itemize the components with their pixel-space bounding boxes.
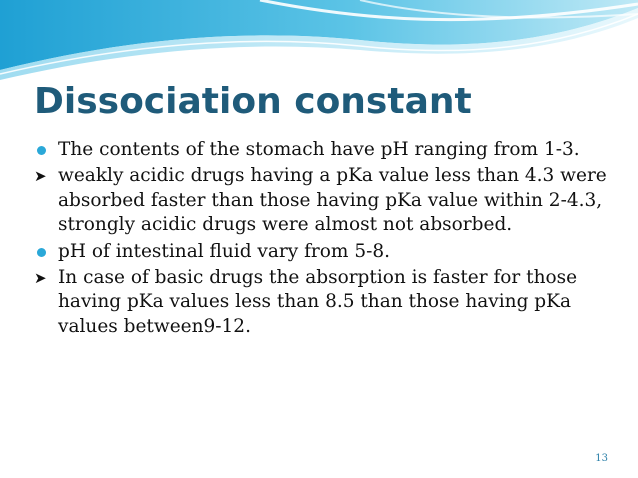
bullet-item (36, 164, 616, 237)
bullet-dot-icon (36, 240, 56, 264)
bullet-item (36, 266, 616, 339)
bullet-text: pH of intestinal fluid vary from 5-8. (58, 240, 390, 262)
page-number: 13 (595, 453, 608, 464)
bullet-dot-icon (36, 138, 56, 162)
slide-title: Dissociation constant (34, 81, 472, 122)
arrow-bullet-icon: ➤ (34, 167, 47, 186)
bullet-item (36, 240, 616, 264)
arrow-bullet-icon: ➤ (34, 269, 47, 288)
bullet-list (36, 138, 616, 341)
bullet-text: weakly acidic drugs having a pKa value less than 4.3 were absorbed faster than those having pKa value within 2-4.3, strongly acidic drugs were almost not absorbed. (58, 165, 607, 236)
bullet-item (36, 138, 616, 162)
bullet-text: In case of basic drugs the absorption is faster for those having pKa values less than 8.5 than those having pKa values between9-12. (58, 267, 578, 337)
header-wave-decoration (0, 0, 638, 84)
bullet-text: The contents of the stomach have pH ranging from 1-3. (58, 139, 580, 160)
